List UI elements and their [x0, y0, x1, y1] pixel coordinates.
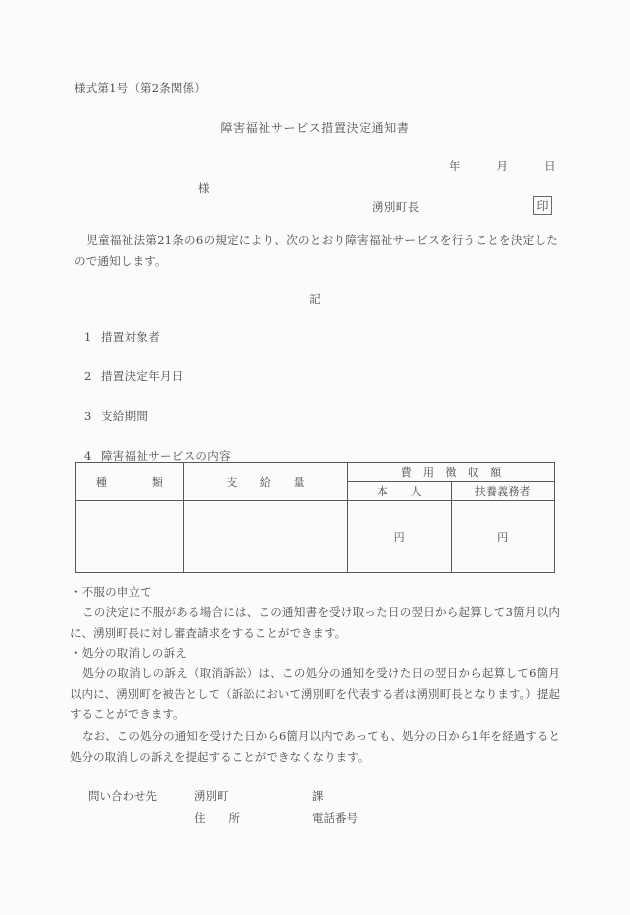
notice-revocation-heading: ・処分の取消しの訴え [70, 646, 187, 660]
notice-revocation [70, 645, 560, 725]
page-title: 障害福祉サービス措置決定通知書 [220, 121, 410, 135]
service-content-table [75, 462, 555, 573]
list-item-label: 措置対象者 [101, 330, 160, 344]
list-item-label: 措置決定年月日 [101, 369, 184, 383]
issuer-name: 湧別町長 [372, 200, 420, 214]
notice-appeal-heading: ・不服の申立て [70, 585, 152, 599]
table-cell-kind[interactable] [76, 501, 184, 573]
list-item [84, 329, 160, 345]
list-item-index: 4 [84, 449, 92, 463]
list-item [84, 368, 184, 384]
notice-appeal [70, 584, 560, 643]
contact-department: 課 [312, 789, 324, 803]
ki-mark: 記 [309, 292, 321, 306]
notice-time-limit-body: なお、この処分の通知を受けた日から6箇月以内であっても、処分の日から1年を経過すると処分の取消しの訴えを提起することができなくなります。 [70, 729, 560, 764]
contact-spacer [88, 807, 194, 829]
list-item-label: 障害福祉サービスの内容 [101, 449, 231, 463]
table-cell-self-amount[interactable]: 円 [348, 501, 452, 573]
seal-stamp-box: 印 [533, 196, 552, 215]
contact-row-top [88, 785, 432, 807]
table-row [76, 501, 555, 573]
table-header-row [76, 463, 555, 482]
form-number: 様式第1号（第2条関係） [74, 81, 207, 95]
intro-paragraph: 児童福祉法第21条の6の規定により、次のとおり障害福祉サービスを行うことを決定したので通知します。 [74, 233, 558, 268]
contact-address-label: 住 所 [194, 811, 240, 825]
list-item-label: 支給期間 [101, 409, 149, 423]
table-header-dependent: 扶養義務者 [451, 482, 555, 501]
notice-appeal-body: この決定に不服がある場合には、この通知書を受け取った日の翌日から起算して3箇月以内に、湧別町長に対し審査請求をすることができます。 [70, 605, 560, 640]
notice-revocation-body: 処分の取消しの訴え（取消訴訟）は、この処分の通知を受けた日の翌日から起算して6箇月以内に、湧別町を被告として（訴訟において湧別町を代表する者は湧別町長となります。）提起することができます。 [70, 666, 560, 721]
list-item-index: 2 [84, 369, 92, 383]
table-cell-amount[interactable] [184, 501, 348, 573]
list-item [84, 408, 148, 424]
date-line: 年 月 日 [448, 159, 556, 173]
table-cell-dependent-amount[interactable]: 円 [451, 501, 555, 573]
table-header-fee-group: 費 用 徴 収 額 [348, 463, 555, 482]
table-header-self: 本 人 [348, 482, 452, 501]
contact-row-bottom [88, 807, 432, 829]
addressee-suffix: 様 [198, 181, 210, 195]
table-header-amount: 支 給 量 [184, 463, 348, 501]
list-item-index: 3 [84, 409, 92, 423]
contact-block [88, 785, 432, 829]
table-header-kind: 種 類 [76, 463, 184, 501]
notice-time-limit [70, 726, 560, 767]
contact-town: 湧別町 [194, 789, 229, 803]
contact-label: 問い合わせ先 [88, 789, 157, 803]
list-item-index: 1 [84, 330, 92, 344]
contact-phone-label: 電話番号 [312, 811, 358, 825]
